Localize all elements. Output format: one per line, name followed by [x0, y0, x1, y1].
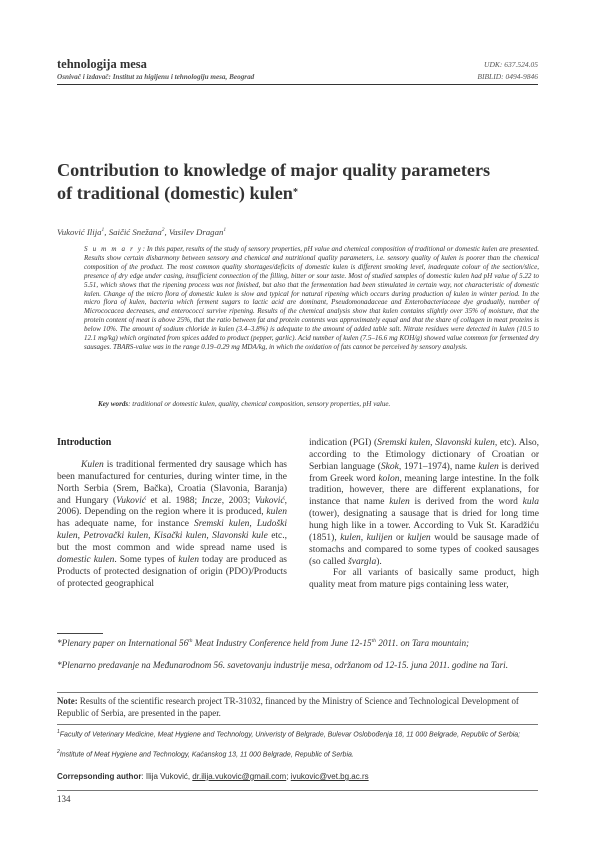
author-name: Vasilev Dragan: [168, 227, 224, 237]
footnote-serbian: *Plenarno predavanje na Međunarodnom 56. savetovanju industrije mesa, održanom od 12-15. juna 2011. godine na Tari.: [57, 660, 509, 670]
body-paragraph: Kulen is traditional fermented dry sausage which has been manufactured for centuries, during winter time, in the North Serbia (Srem, Bačka), Croatia (Slavonia, Baranja) and Hungary (Vuković et al. 1988; Incze, 2003; Vuković, 2006). Depending on the region where it is produced, kulen has adequate name, for instance Sremski kulen, Ludoški kulen, Petrovački kulen, Kisački kulen, Slavonski kule etc., but the most common and wide spread name used is domestic kulen. Some types of kulen today are produced as Products of protected designation of origin (PDO)/Products of protected geographical: [57, 460, 288, 589]
body-column-right: [309, 438, 539, 592]
author-name: Vuković Ilija: [57, 227, 102, 237]
abstract-label: S u m m a r y: [84, 245, 143, 253]
author-list: Vuković Ilija$^1$, Saičić Snežana$^2$, Vasilev Dragan$^1$: [57, 227, 227, 237]
journal-title: tehnologija mesa: [57, 57, 147, 71]
biblid-code: BIBLID: 0494-9846: [477, 72, 538, 81]
udk-code: UDK: 637.524.05: [484, 60, 538, 69]
body-column-left: [57, 460, 287, 590]
footnote-sup: th: [188, 638, 193, 644]
keywords-text: traditional or domestic kulen, quality, chemical composition, sensory properties, pH value.: [132, 400, 391, 408]
footnote-text: *Plenary paper on International 56: [57, 638, 189, 649]
body-paragraph: For all variants of basically same product, high quality meat from mature pigs containing less water,: [309, 568, 539, 591]
header-divider: [57, 84, 538, 85]
affiliation: [57, 728, 540, 740]
corresponding-name: : Ilija Vuković,: [141, 772, 191, 781]
project-note: [57, 696, 540, 719]
journal-publisher: Osnivač i izdavač: Institut za higijenu i tehnologiju mesa, Beograd: [57, 73, 255, 81]
abstract-text: In this paper, results of the study of sensory properties, pH value and chemical composition of traditional or domestic kulen are presented. Results show certain disharmony between sensory and chemical and nutritional quality parameters, i.e. sensory quality of kulen is poorer than the chemical composition of the product. The most common quality shortages/deficits of domestic kulen is different smoking level, inadequate colour of the section/slice, presence of dry edge under casing, insufficient connection of the filling, bitter or sour taste. Most of studied samples of domestic kulen had pH value of 5.22 to 5.51, which shows that the ripening process was not finished, but also that the fermentation had been stimulated in certain way, not characteristic of domestic kulen. Change of the micro flora of domestic kulen is slow and typical for natural ripening which occurs during production of kulen in winter period. In the micro flora of kulen, bacteria which ferment sugars to lactic acid are dominant, Pseudomonadaceae and Enterobacteriaceae dye gradually, number of Micrococacea decreases, and enterococci survive ripening. Results of the chemical analysis show that kulen contains slightly over 35% of moisture, that the protein content of meat is above 25%, that the ratio between fat and protein contents was approximately equal and that the share of collagen in meat proteins is below 10%. The amount of sodium chloride in kulen (3.4–3.8%) is adequate to the amount of added table salt. Nitrate residues were detected in kulen (10.5 to 12.1 mg/kg) which orginated from spices added to product (pepper, garlic). Acid number of kulen (7.5–16.6 mg KOH/g) showed value common for fermented dry sausages. TBARS-value was in the range 0.19–0.29 mg MDA/kg, in which the oxidation of fats cannot be perceived by sensory analysis.: [84, 245, 539, 351]
author-affiliation-mark: 1: [101, 227, 105, 234]
note-label: Note:: [57, 696, 78, 706]
affiliation-mark: 1: [57, 729, 60, 735]
footnote-english: [57, 636, 540, 650]
footnote-text: Meat Industry Conference held from June 12-15: [192, 638, 372, 649]
paper-title-line1: Contribution to knowledge of major quality parameters: [57, 160, 491, 180]
footnote-text: 2011. on Tara mountain;: [375, 638, 470, 649]
affiliation-text: Faculty of Veterinary Medicine, Meat Hygiene and Technology, Univeristy of Belgrade, Bulevar Oslobođenja 18, 11 000 Belgrade, Republic of Serbia;: [59, 731, 521, 739]
title-footnote-mark: *: [292, 186, 298, 198]
footnote-sup: th: [371, 638, 376, 644]
note-text: Results of the scientific research project TR-31032, financed by the Ministry of Science and Technological Development of Republic of Serbia, are presented in the paper.: [57, 696, 519, 718]
affiliation-divider: [57, 724, 538, 725]
affiliation: [57, 748, 540, 760]
section-heading: Introduction: [57, 437, 112, 448]
paper-title: [57, 159, 547, 204]
email-separator: ;: [286, 772, 289, 781]
footnote-divider: [57, 633, 103, 634]
email-link[interactable]: ivukovic@vet.bg.ac.rs: [290, 772, 369, 781]
author-name: Saičić Snežana: [108, 227, 162, 237]
page-number: 134: [57, 794, 71, 804]
abstract: S u m m a r y: In this paper, results of the study of sensory properties, pH value and chemical composition of traditional or domestic kulen are presented. Results show certain disharmony between sensory and chemical and nutritional quality parameters, i.e. sensory quality of kulen is poorer than the chemical composition of the product. The most common quality shortages/deficits of domestic kulen is different smoking level, inadequate colour of the section/slice, presence of dry edge under casing, insufficient connection of the filling, bitter or sour taste. Most of studied samples of domestic kulen had pH value of 5.22 to 5.51, which shows that the ripening process was not finished, but also that the fermentation had been stimulated in certain way, not characteristic of domestic kulen. Change of the micro flora of domestic kulen is slow and typical for natural ripening which occurs during production of kulen in winter period. In the micro flora of kulen, bacteria which ferment sugars to lactic acid are dominant, Pseudomonadaceae and Enterobacteriaceae dye gradually, number of Micrococacea decreases, and enterococci survive ripening. Results of the chemical analysis show that kulen contains slightly over 35% of moisture, that the protein content of meat is above 25%, that the ratio between fat and protein contents was approximately equal and that the share of collagen in meat proteins is below 10%. The amount of sodium chloride in kulen (3.4–3.8%) is adequate to the amount of added table salt. Nitrate residues were detected in kulen (10.5 to 12.1 mg/kg) which orginated from spices added to product (pepper, garlic). Acid number of kulen (7.5–16.6 mg KOH/g) showed value common for fermented dry sausages. TBARS-value was in the range 0.19–0.29 mg MDA/kg, in which the oxidation of fats cannot be perceived by sensory analysis.: [84, 245, 539, 351]
keywords: Key words: traditional or domestic kulen, quality, chemical composition, sensory properties, pH value.: [98, 400, 391, 408]
affiliation-mark: 2: [57, 749, 60, 755]
corresponding-label: Correpsonding author: [57, 772, 142, 781]
keywords-label: Key words: [98, 400, 129, 408]
author-affiliation-mark: 1: [223, 227, 227, 234]
note-divider: [57, 692, 538, 693]
body-paragraph: indication (PGI) (Sremski kulen, Slavonski kulen, etc). Also, according to the Etimology dictionary of Croatian or Serbian language (Skok, 1971–1974), name kulen is derived from Greek word kolon, meaning large intestine. In the folk tradition, however, there are different explanations, for instance that name kulen is derived from the word kula (tower), designating a sausage that is dried for long time hung high like in a tower. According to Vuk St. Karadžiću (1851), kulen, kulijen or kuljen would be sausage made of stomachs and compared to some types of cooked sausages (so called švargla).: [309, 438, 540, 567]
page-footer-divider: [57, 790, 538, 791]
paper-title-line2: of traditional (domestic) kulen: [57, 182, 293, 203]
author-affiliation-mark: 2: [161, 227, 165, 234]
corresponding-author: [57, 772, 540, 781]
affiliation-text: Institute of Meat Hygiene and Technology, Kaćanskog 13, 11 000 Belgrade, Republic of Serbia.: [59, 751, 354, 759]
email-link[interactable]: dr.ilija.vukovic@gmail.com: [192, 772, 287, 781]
